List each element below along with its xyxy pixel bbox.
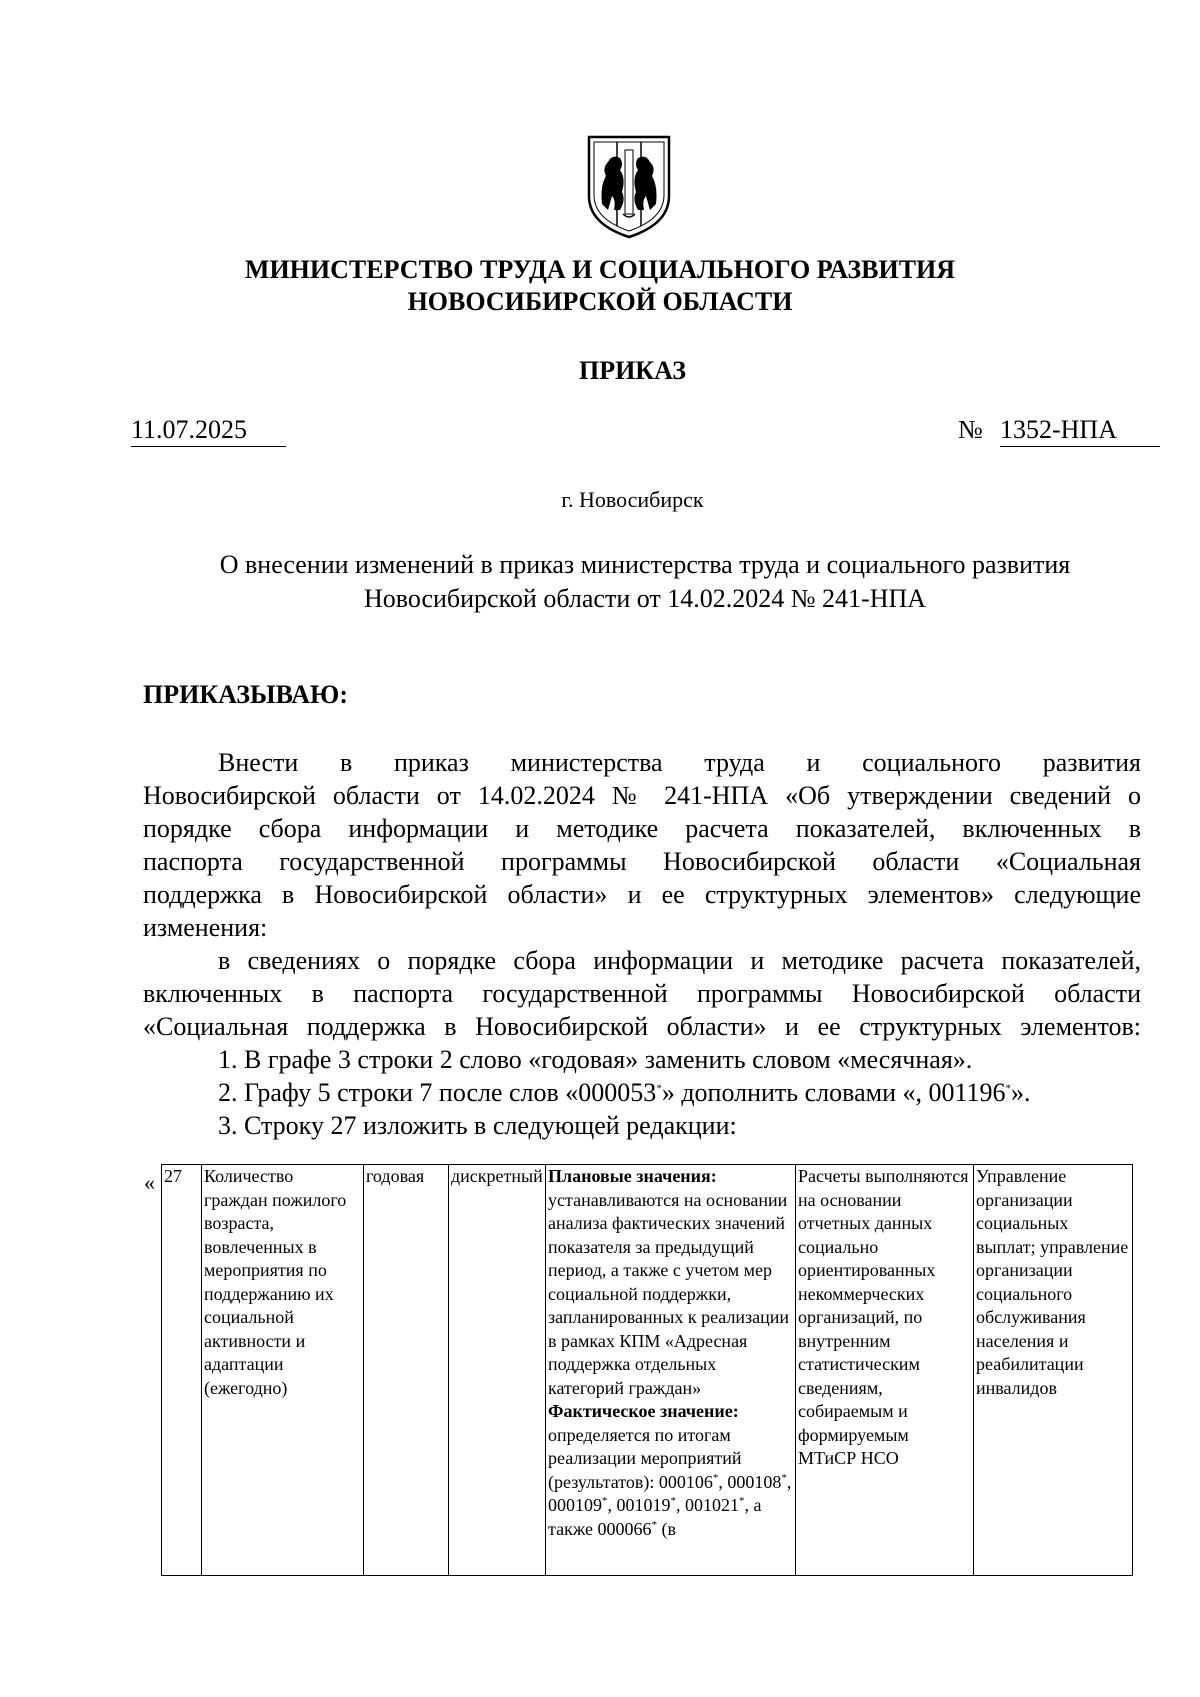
text-line: в сведениях о порядке сбора информации и методике расчета показателей, — [218, 946, 1141, 975]
text-line: «Социальная поддержка в Новосибирской области» и ее структурных элементов: — [143, 1012, 1141, 1041]
order-heading: ПРИКАЗЫВАЮ: — [143, 680, 348, 709]
order-subject — [0, 548, 1200, 616]
text-line: Новосибирской области от 14.02.2024 № 241-НПА «Об утверждении сведений о — [143, 781, 1141, 810]
list-item-1: 1. В графе 3 строки 2 слово «годовая» заменить словом «месячная». — [218, 1045, 973, 1074]
periodicity: годовая — [364, 1165, 449, 1576]
order-date: 11.07.2025 — [131, 415, 286, 447]
opening-quote: « — [144, 1170, 155, 1195]
number-sign: № — [958, 415, 983, 444]
data-source: Расчеты выполняются на основании отчетных данных социально ориентированных некоммерческих организаций, по внутренним статистическим сведениям, собираемым и формируемым МТиСР НСО — [796, 1165, 974, 1576]
text-line: включенных в паспорта государственной программы Новосибирской области — [143, 979, 1141, 1008]
city: г. Новосибирск — [561, 487, 704, 512]
document-type: ПРИКАЗ — [578, 356, 687, 385]
coat-of-arms-icon — [586, 134, 672, 240]
paragraph-1 — [143, 746, 1141, 1142]
subject-line: Новосибирской области от 14.02.2024 № 241-НПА — [363, 584, 927, 613]
list-item-2: 2. Графу 5 строки 7 после слов «000053*» дополнить словами «, 001196*». — [218, 1078, 1031, 1107]
text-line: Внести в приказ министерства труда и социального развития — [218, 748, 1141, 777]
ministry-name-line2: НОВОСИБИРСКОЙ ОБЛАСТИ — [407, 287, 793, 316]
text-line: порядке сбора информации и методике расчета показателей, включенных в — [143, 814, 1141, 843]
row-number: 27 — [162, 1165, 202, 1576]
calculation-method: Плановые значения: устанавливаются на основании анализа фактических значений показателя за предыдущий период, а также с учетом мер социальной поддержки, запланированных к реализации в рамках КПМ «Адресная поддержка отдельных категорий граждан» Фактическое значение: определяется по итогам реализации мероприятий (результатов): 000106*, 000108*, 000109*, 001019*, 001021*, а также 000066* (в — [546, 1165, 796, 1576]
text-line: поддержка в Новосибирской области» и ее структурных элементов» следующие — [143, 880, 1141, 909]
indicator-name: Количество граждан пожилого возраста, вовлеченных в мероприятия по поддержанию их социальной активности и адаптации (ежегодно) — [202, 1165, 364, 1576]
subject-line: О внесении изменений в приказ министерства труда и социального развития — [219, 550, 1071, 579]
list-item-3: 3. Строку 27 изложить в следующей редакции: — [218, 1111, 737, 1140]
responsible: Управление организации социальных выплат; управление организации социального обслуживания населения и реабилитации инвалидов — [974, 1165, 1133, 1576]
table-row — [162, 1165, 1133, 1576]
text-line: паспорта государственной программы Новосибирской области «Социальная — [143, 847, 1141, 876]
text-line: изменения: — [143, 913, 268, 942]
order-number: 1352-НПА — [1000, 415, 1160, 447]
indicator-table — [161, 1164, 1133, 1576]
indicator-type: дискретный — [449, 1165, 546, 1576]
ministry-name-line1: МИНИСТЕРСТВО ТРУДА И СОЦИАЛЬНОГО РАЗВИТИЯ — [244, 255, 956, 284]
